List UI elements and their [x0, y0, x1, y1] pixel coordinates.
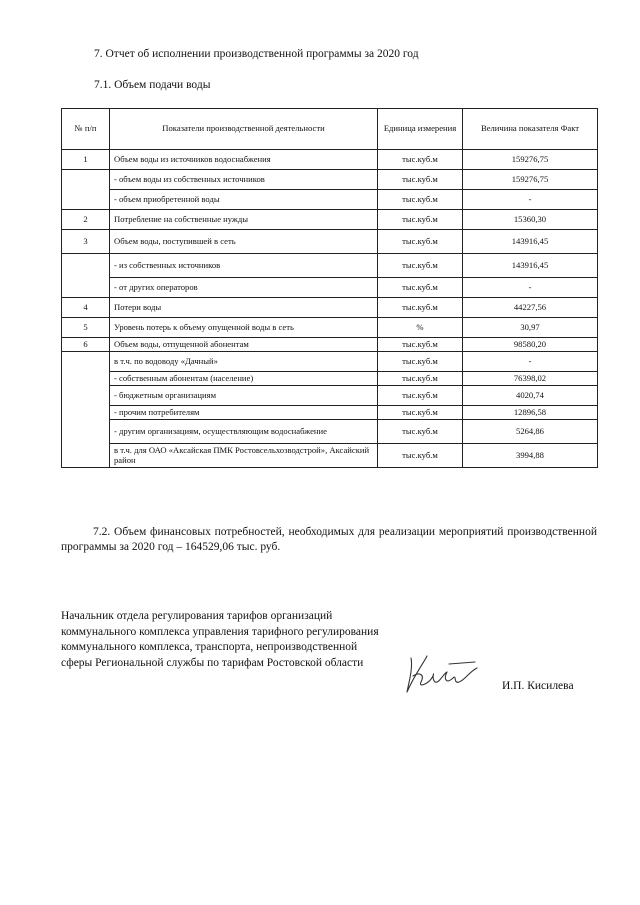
signatory-title: Начальник отдела регулирования тарифов организаций коммунального комплекса управления тарифного регулирования коммунального комплекса, транспорта, непроизводственной сферы Региональной службы по тарифам Ростовской области — [61, 610, 379, 669]
row-value: - — [463, 190, 598, 210]
row-num: 1 — [62, 150, 110, 170]
row-name: - объем воды из собственных источников — [110, 170, 378, 190]
row-value: 44227,56 — [463, 298, 598, 318]
row-value: 159276,75 — [463, 150, 598, 170]
water-supply-table — [61, 108, 598, 468]
table-row — [62, 386, 598, 406]
row-unit: тыс.куб.м — [378, 420, 463, 444]
table-row — [62, 444, 598, 468]
table-row — [62, 420, 598, 444]
row-num: 3 — [62, 230, 110, 254]
header-unit: Единица измерения — [378, 109, 463, 150]
row-unit: тыс.куб.м — [378, 210, 463, 230]
row-value: 30,97 — [463, 318, 598, 338]
table-row — [62, 170, 598, 190]
row-value: 98580,20 — [463, 338, 598, 352]
row-unit: % — [378, 318, 463, 338]
row-name: - собственным абонентам (население) — [110, 372, 378, 386]
table-row — [62, 278, 598, 298]
row-name: Объем воды из источников водоснабжения — [110, 150, 378, 170]
row-name: - объем приобретенной воды — [110, 190, 378, 210]
row-unit: тыс.куб.м — [378, 338, 463, 352]
table-row — [62, 150, 598, 170]
row-unit: тыс.куб.м — [378, 386, 463, 406]
header-num: № п/п — [62, 109, 110, 150]
row-value: 76398,02 — [463, 372, 598, 386]
row-unit: тыс.куб.м — [378, 150, 463, 170]
section-7-1-subtitle: 7.1. Объем подачи воды — [94, 79, 211, 91]
row-unit: тыс.куб.м — [378, 298, 463, 318]
row-unit: тыс.куб.м — [378, 278, 463, 298]
table-row — [62, 190, 598, 210]
row-unit: тыс.куб.м — [378, 372, 463, 386]
row-num: 2 — [62, 210, 110, 230]
table-row — [62, 372, 598, 386]
table-row — [62, 352, 598, 372]
row-name: Объем воды, отпущенной абонентам — [110, 338, 378, 352]
header-value: Величина показателя Факт — [463, 109, 598, 150]
row-name: - из собственных источников — [110, 254, 378, 278]
table-row — [62, 338, 598, 352]
row-name: - другим организациям, осуществляющим водоснабжение — [110, 420, 378, 444]
table-row — [62, 254, 598, 278]
row-value: 15360,30 — [463, 210, 598, 230]
row-unit: тыс.куб.м — [378, 444, 463, 468]
row-name: в т.ч. для ОАО «Аксайская ПМК Ростовсельхозводстрой», Аксайский район — [110, 444, 378, 468]
row-name: Объем воды, поступившей в сеть — [110, 230, 378, 254]
row-name: - от других операторов — [110, 278, 378, 298]
row-num — [62, 170, 110, 210]
section-7-title: 7. Отчет об исполнении производственной программы за 2020 год — [94, 48, 419, 60]
row-num: 6 — [62, 338, 110, 352]
row-unit: тыс.куб.м — [378, 170, 463, 190]
row-name: - бюджетным организациям — [110, 386, 378, 406]
row-name: - прочим потребителям — [110, 406, 378, 420]
table-row — [62, 210, 598, 230]
row-value: 143916,45 — [463, 254, 598, 278]
row-value: 12896,58 — [463, 406, 598, 420]
handwritten-signature — [403, 648, 483, 698]
table-row — [62, 298, 598, 318]
row-unit: тыс.куб.м — [378, 254, 463, 278]
table-row — [62, 406, 598, 420]
row-name: Уровень потерь к объему опущенной воды в сеть — [110, 318, 378, 338]
signatory-name: И.П. Кисилева — [502, 680, 574, 692]
section-7-2-paragraph: 7.2. Объем финансовых потребностей, необходимых для реализации мероприятий производственной программы за 2020 год – 164529,06 тыс. руб. — [61, 526, 597, 553]
row-value: 143916,45 — [463, 230, 598, 254]
row-unit: тыс.куб.м — [378, 230, 463, 254]
row-unit: тыс.куб.м — [378, 190, 463, 210]
row-num: 5 — [62, 318, 110, 338]
table-row — [62, 318, 598, 338]
row-num: 4 — [62, 298, 110, 318]
row-name: в т.ч. по водоводу «Дачный» — [110, 352, 378, 372]
row-value: - — [463, 352, 598, 372]
row-value: 5264,86 — [463, 420, 598, 444]
row-name: Потребление на собственные нужды — [110, 210, 378, 230]
table-row — [62, 230, 598, 254]
row-value: 3994,88 — [463, 444, 598, 468]
table-header-row — [62, 109, 598, 150]
row-unit: тыс.куб.м — [378, 352, 463, 372]
row-value: - — [463, 278, 598, 298]
row-name: Потери воды — [110, 298, 378, 318]
row-num — [62, 254, 110, 298]
row-unit: тыс.куб.м — [378, 406, 463, 420]
row-value: 159276,75 — [463, 170, 598, 190]
row-value: 4020,74 — [463, 386, 598, 406]
row-num — [62, 352, 110, 468]
header-indicator: Показатели производственной деятельности — [110, 109, 378, 150]
